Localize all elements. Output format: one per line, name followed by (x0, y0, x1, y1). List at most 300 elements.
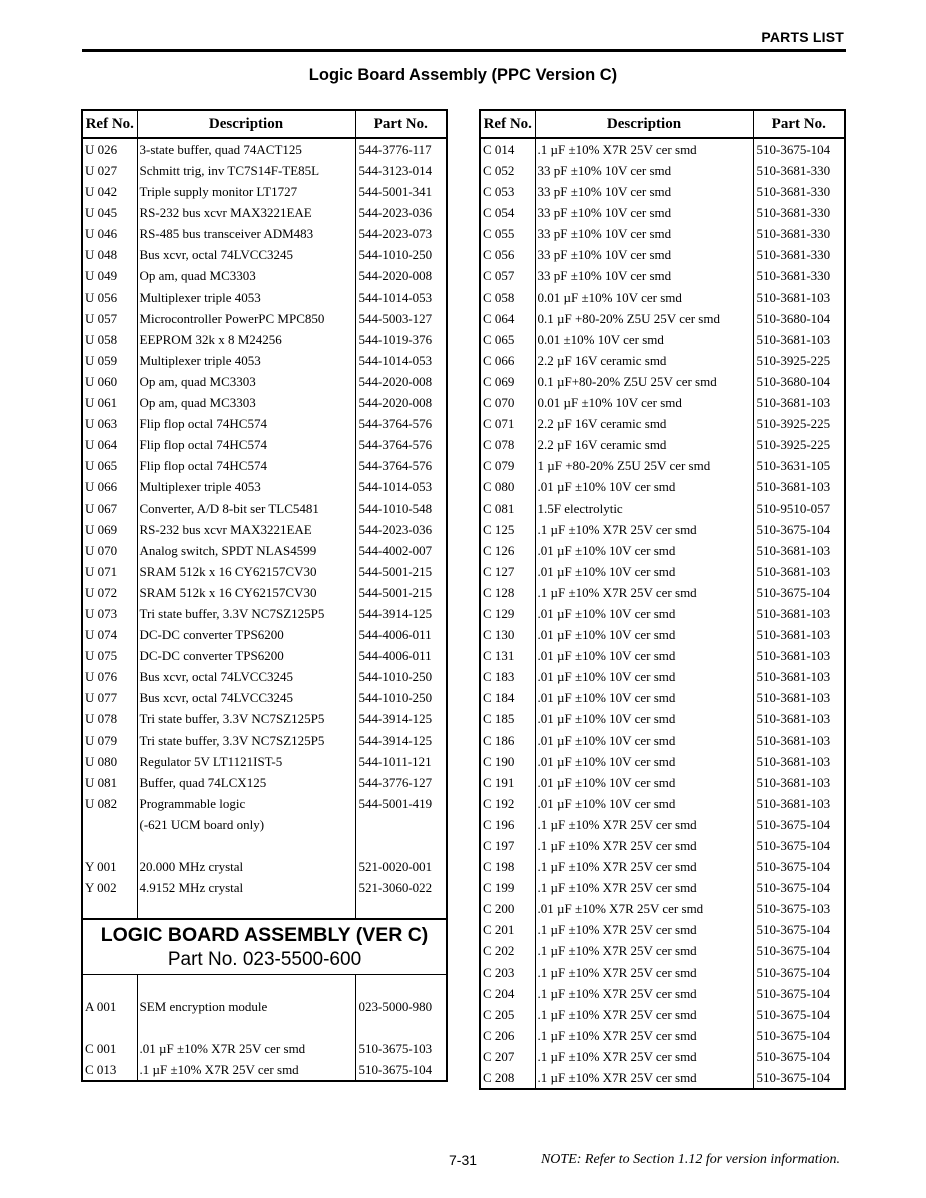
table-row (480, 413, 845, 434)
table-row (480, 519, 845, 540)
table-row (480, 645, 845, 666)
ref-cell: U 069 (82, 519, 137, 540)
table-row (82, 540, 447, 561)
part-number-cell: 510-3675-104 (753, 1025, 845, 1046)
part-number-cell: 510-3681-103 (753, 687, 845, 708)
table-row (480, 160, 845, 181)
table-row (480, 371, 845, 392)
part-number-cell: 510-3681-103 (753, 540, 845, 561)
ref-cell: C 055 (480, 223, 535, 244)
ref-cell: C 064 (480, 308, 535, 329)
ref-cell: U 074 (82, 624, 137, 645)
ref-cell: U 082 (82, 793, 137, 814)
ref-cell: U 056 (82, 287, 137, 308)
column-header-description: Description (137, 110, 355, 138)
table-row (82, 223, 447, 244)
part-number-cell: 510-3675-104 (753, 1067, 845, 1089)
part-number-cell: 544-1011-121 (355, 751, 447, 772)
ref-cell (82, 975, 137, 996)
description-cell: 2.2 µF 16V ceramic smd (535, 350, 753, 371)
part-number-cell (355, 898, 447, 919)
description-cell: 1.5F electrolytic (535, 498, 753, 519)
table-row (82, 561, 447, 582)
column-header-part: Part No. (355, 110, 447, 138)
part-number-cell: 544-4006-011 (355, 645, 447, 666)
ref-cell: U 048 (82, 244, 137, 265)
part-number-cell: 510-3681-103 (753, 645, 845, 666)
table-row (480, 772, 845, 793)
ref-cell: U 067 (82, 498, 137, 519)
ref-cell: C 196 (480, 814, 535, 835)
ref-cell: Y 001 (82, 856, 137, 877)
table-row (480, 329, 845, 350)
table-row (480, 244, 845, 265)
ref-cell: C 129 (480, 603, 535, 624)
ref-cell: U 078 (82, 708, 137, 729)
ref-cell: C 001 (82, 1038, 137, 1059)
table-row (480, 265, 845, 286)
description-cell: Analog switch, SPDT NLAS4599 (137, 540, 355, 561)
ref-cell: U 079 (82, 730, 137, 751)
description-cell: 0.01 µF ±10% 10V cer smd (535, 287, 753, 308)
description-cell: 2.2 µF 16V ceramic smd (535, 413, 753, 434)
description-cell (137, 898, 355, 919)
part-number-cell: 521-3060-022 (355, 877, 447, 898)
part-number-cell: 544-1010-548 (355, 498, 447, 519)
part-number-cell: 510-3675-104 (753, 1004, 845, 1025)
ref-cell (82, 814, 137, 835)
column-header-part: Part No. (753, 110, 845, 138)
description-cell (137, 835, 355, 856)
table-row (82, 645, 447, 666)
table-row (480, 814, 845, 835)
ref-cell: U 049 (82, 265, 137, 286)
ref-cell: U 046 (82, 223, 137, 244)
description-cell: Bus xcvr, octal 74LVCC3245 (137, 244, 355, 265)
description-cell: .01 µF ±10% X7R 25V cer smd (137, 1038, 355, 1059)
description-cell: DC-DC converter TPS6200 (137, 624, 355, 645)
part-number-cell: 544-3764-576 (355, 455, 447, 476)
part-number-cell: 510-3675-104 (753, 962, 845, 983)
assembly-block (82, 919, 447, 975)
part-number-cell: 544-1010-250 (355, 687, 447, 708)
description-cell: RS-232 bus xcvr MAX3221EAE (137, 519, 355, 540)
description-cell: .01 µF ±10% X7R 25V cer smd (535, 898, 753, 919)
ref-cell: C 208 (480, 1067, 535, 1089)
table-row (82, 308, 447, 329)
description-cell: .1 µF ±10% X7R 25V cer smd (535, 919, 753, 940)
ref-cell: U 080 (82, 751, 137, 772)
ref-cell: C 081 (480, 498, 535, 519)
assembly-part-number: Part No. 023-5500-600 (167, 949, 362, 971)
description-cell: .1 µF ±10% X7R 25V cer smd (535, 856, 753, 877)
part-number-cell: 510-3681-103 (753, 624, 845, 645)
ref-cell: U 064 (82, 434, 137, 455)
part-number-cell: 510-3681-330 (753, 244, 845, 265)
table-row (82, 371, 447, 392)
ref-cell: C 126 (480, 540, 535, 561)
description-cell: Bus xcvr, octal 74LVCC3245 (137, 666, 355, 687)
description-cell (137, 1017, 355, 1038)
table-header-row (82, 110, 447, 138)
description-cell: 33 pF ±10% 10V cer smd (535, 223, 753, 244)
description-cell: .1 µF ±10% X7R 25V cer smd (535, 877, 753, 898)
description-cell: Buffer, quad 74LCX125 (137, 772, 355, 793)
part-number-cell: 510-3681-103 (753, 730, 845, 751)
part-number-cell: 544-2020-008 (355, 392, 447, 413)
description-cell: 33 pF ±10% 10V cer smd (535, 181, 753, 202)
table-row (82, 329, 447, 350)
table-row (82, 202, 447, 223)
description-cell: 0.01 ±10% 10V cer smd (535, 329, 753, 350)
description-cell: Flip flop octal 74HC574 (137, 455, 355, 476)
description-cell: .01 µF ±10% 10V cer smd (535, 708, 753, 729)
table-row (480, 666, 845, 687)
table-row (82, 856, 447, 877)
description-cell: .01 µF ±10% 10V cer smd (535, 476, 753, 497)
description-cell: .1 µF ±10% X7R 25V cer smd (535, 1067, 753, 1089)
table-row (480, 1067, 845, 1089)
table-row (480, 308, 845, 329)
description-cell (137, 975, 355, 996)
table-row (480, 940, 845, 961)
table-row (82, 687, 447, 708)
ref-cell: C 200 (480, 898, 535, 919)
part-number-cell: 510-3675-104 (355, 1059, 447, 1081)
part-number-cell: 544-2023-036 (355, 202, 447, 223)
table-row (82, 793, 447, 814)
ref-cell: C 198 (480, 856, 535, 877)
description-cell: .01 µF ±10% 10V cer smd (535, 793, 753, 814)
description-cell: .01 µF ±10% 10V cer smd (535, 561, 753, 582)
table-row (480, 877, 845, 898)
table-row (82, 996, 447, 1017)
table-row (82, 138, 447, 160)
description-cell: Regulator 5V LT1121IST-5 (137, 751, 355, 772)
description-cell: SRAM 512k x 16 CY62157CV30 (137, 561, 355, 582)
part-number-cell: 510-3681-103 (753, 793, 845, 814)
table-row (82, 434, 447, 455)
ref-cell: C 069 (480, 371, 535, 392)
description-cell: 33 pF ±10% 10V cer smd (535, 244, 753, 265)
description-cell: 20.000 MHz crystal (137, 856, 355, 877)
ref-cell: C 130 (480, 624, 535, 645)
ref-cell: C 207 (480, 1046, 535, 1067)
description-cell: .1 µF ±10% X7R 25V cer smd (535, 1046, 753, 1067)
ref-cell: C 185 (480, 708, 535, 729)
part-number-cell: 544-5001-215 (355, 582, 447, 603)
description-cell: .1 µF ±10% X7R 25V cer smd (535, 1004, 753, 1025)
part-number-cell: 510-3675-104 (753, 1046, 845, 1067)
ref-cell: C 201 (480, 919, 535, 940)
table-row (82, 898, 447, 919)
section-label: PARTS LIST (761, 29, 844, 45)
ref-cell: U 065 (82, 455, 137, 476)
part-number-cell: 544-1010-250 (355, 666, 447, 687)
ref-cell: C 058 (480, 287, 535, 308)
table-row (480, 1025, 845, 1046)
description-cell: .1 µF ±10% X7R 25V cer smd (535, 835, 753, 856)
part-number-cell: 510-3681-103 (753, 561, 845, 582)
ref-cell: Y 002 (82, 877, 137, 898)
part-number-cell: 510-3681-330 (753, 202, 845, 223)
left-table-body (82, 138, 447, 919)
ref-cell: C 054 (480, 202, 535, 223)
ref-cell: U 072 (82, 582, 137, 603)
description-cell: Converter, A/D 8-bit ser TLC5481 (137, 498, 355, 519)
description-cell: 33 pF ±10% 10V cer smd (535, 265, 753, 286)
description-cell: Programmable logic (137, 793, 355, 814)
part-number-cell: 544-1014-053 (355, 287, 447, 308)
ref-cell: U 073 (82, 603, 137, 624)
table-row (480, 561, 845, 582)
part-number-cell: 510-3675-104 (753, 983, 845, 1004)
table-row (82, 455, 447, 476)
table-row (480, 455, 845, 476)
table-row (480, 1004, 845, 1025)
description-cell: .01 µF ±10% 10V cer smd (535, 603, 753, 624)
ref-cell: C 125 (480, 519, 535, 540)
ref-cell: C 199 (480, 877, 535, 898)
description-cell: DC-DC converter TPS6200 (137, 645, 355, 666)
ref-cell: U 026 (82, 138, 137, 160)
footer-note: NOTE: Refer to Section 1.12 for version information. (540, 1152, 840, 1167)
description-cell: 0.1 µF+80-20% Z5U 25V cer smd (535, 371, 753, 392)
description-cell: Tri state buffer, 3.3V NC7SZ125P5 (137, 603, 355, 624)
table-row (480, 730, 845, 751)
ref-cell: C 080 (480, 476, 535, 497)
ref-cell: U 045 (82, 202, 137, 223)
table-row (82, 498, 447, 519)
description-cell: .01 µF ±10% 10V cer smd (535, 772, 753, 793)
table-row (82, 666, 447, 687)
table-row (480, 181, 845, 202)
part-number-cell: 510-3681-103 (753, 392, 845, 413)
table-row (82, 287, 447, 308)
part-number-cell: 510-3681-103 (753, 329, 845, 350)
table-row (480, 603, 845, 624)
part-number-cell: 510-3675-104 (753, 919, 845, 940)
part-number-cell: 510-3925-225 (753, 434, 845, 455)
ref-cell: C 192 (480, 793, 535, 814)
table-row (480, 856, 845, 877)
ref-cell: U 066 (82, 476, 137, 497)
right-parts-table (479, 109, 846, 1090)
ref-cell: C 131 (480, 645, 535, 666)
table-row (82, 1059, 447, 1081)
part-number-cell: 544-5003-127 (355, 308, 447, 329)
description-cell: .01 µF ±10% 10V cer smd (535, 687, 753, 708)
description-cell: 33 pF ±10% 10V cer smd (535, 202, 753, 223)
ref-cell: C 053 (480, 181, 535, 202)
part-number-cell: 510-3681-103 (753, 708, 845, 729)
table-header-row (480, 110, 845, 138)
description-cell: .01 µF ±10% 10V cer smd (535, 624, 753, 645)
table-row (82, 1038, 447, 1059)
ref-cell: C 186 (480, 730, 535, 751)
part-number-cell: 544-2023-036 (355, 519, 447, 540)
part-number-cell: 510-3675-104 (753, 582, 845, 603)
table-row (82, 835, 447, 856)
description-cell: SEM encryption module (137, 996, 355, 1017)
description-cell: .1 µF ±10% X7R 25V cer smd (535, 983, 753, 1004)
part-number-cell: 510-9510-057 (753, 498, 845, 519)
ref-cell: C 197 (480, 835, 535, 856)
part-number-cell: 510-3681-103 (753, 666, 845, 687)
right-table-body (480, 138, 845, 1089)
part-number-cell: 544-5001-215 (355, 561, 447, 582)
table-row (82, 624, 447, 645)
ref-cell: U 076 (82, 666, 137, 687)
left-parts-table (81, 109, 448, 1082)
ref-cell: U 059 (82, 350, 137, 371)
part-number-cell: 544-1014-053 (355, 350, 447, 371)
table-row (82, 1017, 447, 1038)
ref-cell: C 203 (480, 962, 535, 983)
part-number-cell: 544-1014-053 (355, 476, 447, 497)
description-cell: .1 µF ±10% X7R 25V cer smd (535, 940, 753, 961)
part-number-cell: 510-3681-103 (753, 772, 845, 793)
description-cell: Op am, quad MC3303 (137, 265, 355, 286)
table-row (480, 687, 845, 708)
ref-cell: U 075 (82, 645, 137, 666)
ref-cell: U 071 (82, 561, 137, 582)
description-cell: Microcontroller PowerPC MPC850 (137, 308, 355, 329)
ref-cell: C 079 (480, 455, 535, 476)
part-number-cell: 544-3776-117 (355, 138, 447, 160)
description-cell: 0.01 µF ±10% 10V cer smd (535, 392, 753, 413)
description-cell: Flip flop octal 74HC574 (137, 413, 355, 434)
description-cell: 3-state buffer, quad 74ACT125 (137, 138, 355, 160)
part-number-cell: 544-1019-376 (355, 329, 447, 350)
table-row (82, 603, 447, 624)
part-number-cell: 510-3681-330 (753, 181, 845, 202)
part-number-cell: 544-3123-014 (355, 160, 447, 181)
description-cell: Multiplexer triple 4053 (137, 287, 355, 308)
ref-cell (82, 898, 137, 919)
description-cell: .1 µF ±10% X7R 25V cer smd (535, 814, 753, 835)
description-cell: Op am, quad MC3303 (137, 392, 355, 413)
ref-cell: U 077 (82, 687, 137, 708)
description-cell: SRAM 512k x 16 CY62157CV30 (137, 582, 355, 603)
table-row (480, 708, 845, 729)
part-number-cell: 510-3925-225 (753, 413, 845, 434)
part-number-cell: 544-2020-008 (355, 371, 447, 392)
ref-cell: C 184 (480, 687, 535, 708)
description-cell: .01 µF ±10% 10V cer smd (535, 666, 753, 687)
part-number-cell: 023-5000-980 (355, 996, 447, 1017)
part-number-cell: 510-3680-104 (753, 308, 845, 329)
part-number-cell: 510-3925-225 (753, 350, 845, 371)
part-number-cell: 544-3914-125 (355, 708, 447, 729)
ref-cell: C 071 (480, 413, 535, 434)
ref-cell: C 057 (480, 265, 535, 286)
ref-cell: U 070 (82, 540, 137, 561)
part-number-cell: 510-3681-103 (753, 751, 845, 772)
part-number-cell: 510-3675-104 (753, 940, 845, 961)
table-row (82, 751, 447, 772)
ref-cell: C 202 (480, 940, 535, 961)
part-number-cell: 544-1010-250 (355, 244, 447, 265)
table-row (480, 476, 845, 497)
table-row (480, 983, 845, 1004)
description-cell: .01 µF ±10% 10V cer smd (535, 645, 753, 666)
assembly-heading (82, 919, 447, 975)
header-rule (82, 49, 846, 52)
ref-cell: U 058 (82, 329, 137, 350)
ref-cell: U 057 (82, 308, 137, 329)
description-cell: RS-485 bus transceiver ADM483 (137, 223, 355, 244)
ref-cell: U 027 (82, 160, 137, 181)
table-row (480, 582, 845, 603)
part-number-cell: 544-4002-007 (355, 540, 447, 561)
description-cell: 1 µF +80-20% Z5U 25V cer smd (535, 455, 753, 476)
part-number-cell: 510-3680-104 (753, 371, 845, 392)
assembly-heading-row (82, 919, 447, 975)
table-row (82, 877, 447, 898)
table-row (480, 919, 845, 940)
table-row (82, 708, 447, 729)
part-number-cell: 510-3631-105 (753, 455, 845, 476)
table-row (480, 540, 845, 561)
description-cell: Bus xcvr, octal 74LVCC3245 (137, 687, 355, 708)
ref-cell: C 078 (480, 434, 535, 455)
description-cell: .1 µF ±10% X7R 25V cer smd (535, 962, 753, 983)
description-cell: .1 µF ±10% X7R 25V cer smd (137, 1059, 355, 1081)
description-cell: .1 µF ±10% X7R 25V cer smd (535, 1025, 753, 1046)
table-row (480, 138, 845, 160)
table-row (480, 898, 845, 919)
table-row (82, 814, 447, 835)
description-cell: Tri state buffer, 3.3V NC7SZ125P5 (137, 708, 355, 729)
table-row (82, 244, 447, 265)
table-row (82, 582, 447, 603)
description-cell: .1 µF ±10% X7R 25V cer smd (535, 582, 753, 603)
part-number-cell: 510-3675-104 (753, 835, 845, 856)
description-cell: 0.1 µF +80-20% Z5U 25V cer smd (535, 308, 753, 329)
table-row (82, 772, 447, 793)
table-row (82, 476, 447, 497)
ref-cell: C 052 (480, 160, 535, 181)
table-row (82, 519, 447, 540)
ref-cell: U 063 (82, 413, 137, 434)
part-number-cell: 510-3681-330 (753, 160, 845, 181)
table-row (82, 350, 447, 371)
table-row (480, 1046, 845, 1067)
table-row (480, 835, 845, 856)
ref-cell: C 183 (480, 666, 535, 687)
part-number-cell: 544-3764-576 (355, 434, 447, 455)
assembly-table-body (82, 975, 447, 1081)
part-number-cell: 510-3681-103 (753, 603, 845, 624)
description-cell: 33 pF ±10% 10V cer smd (535, 160, 753, 181)
part-number-cell: 544-3914-125 (355, 730, 447, 751)
part-number-cell: 544-3914-125 (355, 603, 447, 624)
description-cell: Schmitt trig, inv TC7S14F-TE85L (137, 160, 355, 181)
column-header-ref: Ref No. (480, 110, 535, 138)
ref-cell: C 128 (480, 582, 535, 603)
description-cell: .1 µF ±10% X7R 25V cer smd (535, 519, 753, 540)
table-row (82, 730, 447, 751)
part-number-cell (355, 835, 447, 856)
ref-cell: C 065 (480, 329, 535, 350)
ref-cell: C 127 (480, 561, 535, 582)
table-row (480, 350, 845, 371)
part-number-cell: 544-3776-127 (355, 772, 447, 793)
page-title: Logic Board Assembly (PPC Version C) (308, 66, 618, 84)
description-cell: Tri state buffer, 3.3V NC7SZ125P5 (137, 730, 355, 751)
part-number-cell: 544-2023-073 (355, 223, 447, 244)
